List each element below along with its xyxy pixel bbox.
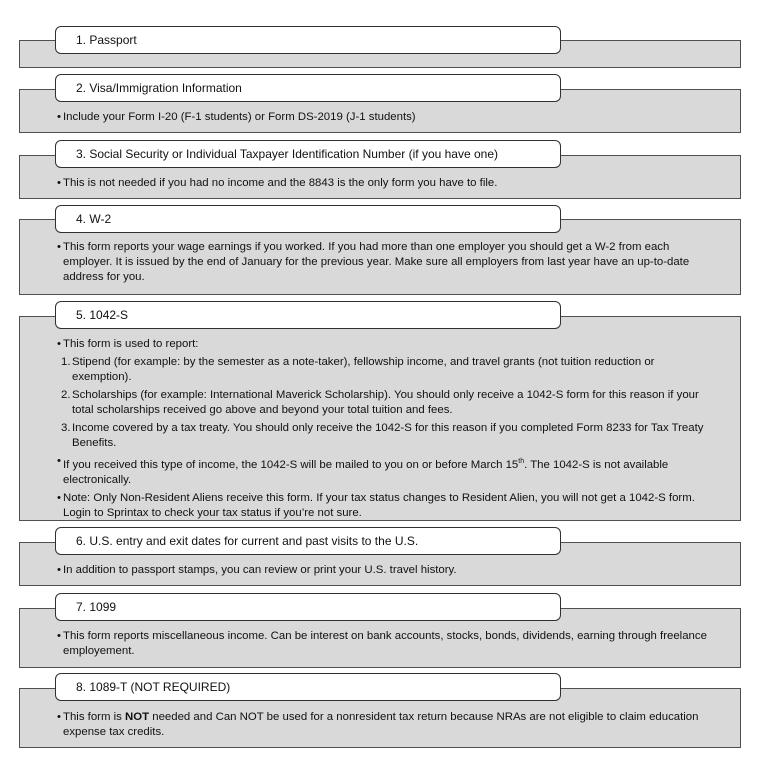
subitem-number: 3. bbox=[61, 422, 71, 434]
subitem-text: Income covered by a tax treaty. You should only receive the 1042-S for this reason if you completed Form 8233 for Tax Treaty Benefits. bbox=[72, 422, 704, 449]
section-7-title: 7. 1099 bbox=[55, 593, 561, 621]
section-1-title: 1. Passport bbox=[55, 26, 561, 54]
section-2-content bbox=[57, 110, 713, 128]
section-8-title: 8. 1089-T (NOT REQUIRED) bbox=[55, 673, 561, 701]
section-6-content bbox=[57, 563, 713, 581]
mail-superscript: th bbox=[518, 458, 525, 465]
subitem-number: 1. bbox=[61, 356, 71, 368]
section-5-subitem-2 bbox=[61, 388, 713, 418]
section-4-title: 4. W-2 bbox=[55, 205, 561, 233]
section-6-title: 6. U.S. entry and exit dates for current and past visits to the U.S. bbox=[55, 527, 561, 555]
section-3-content bbox=[57, 176, 713, 194]
subitem-text: Stipend (for example: by the semester as a note-taker), fellowship income, and travel grants (not tuition reduction or exemption). bbox=[72, 356, 655, 383]
section-5-subitem-1 bbox=[61, 355, 713, 385]
section-3-bullet: • This is not needed if you had no income and the 8843 is the only form you have to file. bbox=[57, 176, 713, 191]
mail-text-after: . The 1042-S is not available electronically. bbox=[63, 458, 669, 486]
bullet-text-after: needed and Can NOT be used for a nonresident tax return because NRAs are not eligible to claim education expense tax credits. bbox=[63, 711, 699, 738]
section-4-bullet: • This form reports your wage earnings if you worked. If you had more than one employer you should get a W-2 from each employer. It is issued by the end of January for the previous year. Make sure all employers from last year have an up-to-date address for you. bbox=[57, 240, 713, 285]
section-5-mail-bullet bbox=[57, 454, 713, 488]
subitem-number: 2. bbox=[61, 389, 71, 401]
section-6-bullet: • In addition to passport stamps, you can review or print your U.S. travel history. bbox=[57, 563, 713, 578]
section-8-bullet bbox=[57, 710, 713, 740]
section-5-intro: • This form is used to report: bbox=[57, 337, 713, 352]
section-7-content bbox=[57, 629, 713, 662]
mail-text-before: If you received this type of income, the 1042-S will be mailed to you on or before March 15 bbox=[63, 458, 519, 471]
section-3-title: 3. Social Security or Individual Taxpayer Identification Number (if you have one) bbox=[55, 140, 561, 168]
section-4-content bbox=[57, 240, 713, 288]
section-2-bullet: • Include your Form I-20 (F-1 students) or Form DS-2019 (J-1 students) bbox=[57, 110, 713, 125]
section-5-title: 5. 1042-S bbox=[55, 301, 561, 329]
section-5-note-bullet: • Note: Only Non-Resident Aliens receive this form. If your tax status changes to Resident Alien, you will not get a 1042-S form. Login to Sprintax to check your tax status if you’re not sure. bbox=[57, 491, 713, 521]
section-2-title: 2. Visa/Immigration Information bbox=[55, 74, 561, 102]
section-5-subitem-3 bbox=[61, 421, 713, 451]
subitem-text: Scholarships (for example: International Maverick Scholarship). You should only receive a 1042-S form for this reason if your total scholarships received go above and beyond your total tuition and fees. bbox=[72, 389, 699, 416]
section-8-content bbox=[57, 710, 713, 743]
section-7-bullet: • This form reports miscellaneous income. Can be interest on bank accounts, stocks, bonds, dividends, earning through freelance employement. bbox=[57, 629, 713, 659]
bullet-bold-text: NOT bbox=[125, 711, 150, 723]
bullet-text-before: This form is bbox=[63, 711, 126, 723]
section-5-content bbox=[57, 337, 713, 524]
